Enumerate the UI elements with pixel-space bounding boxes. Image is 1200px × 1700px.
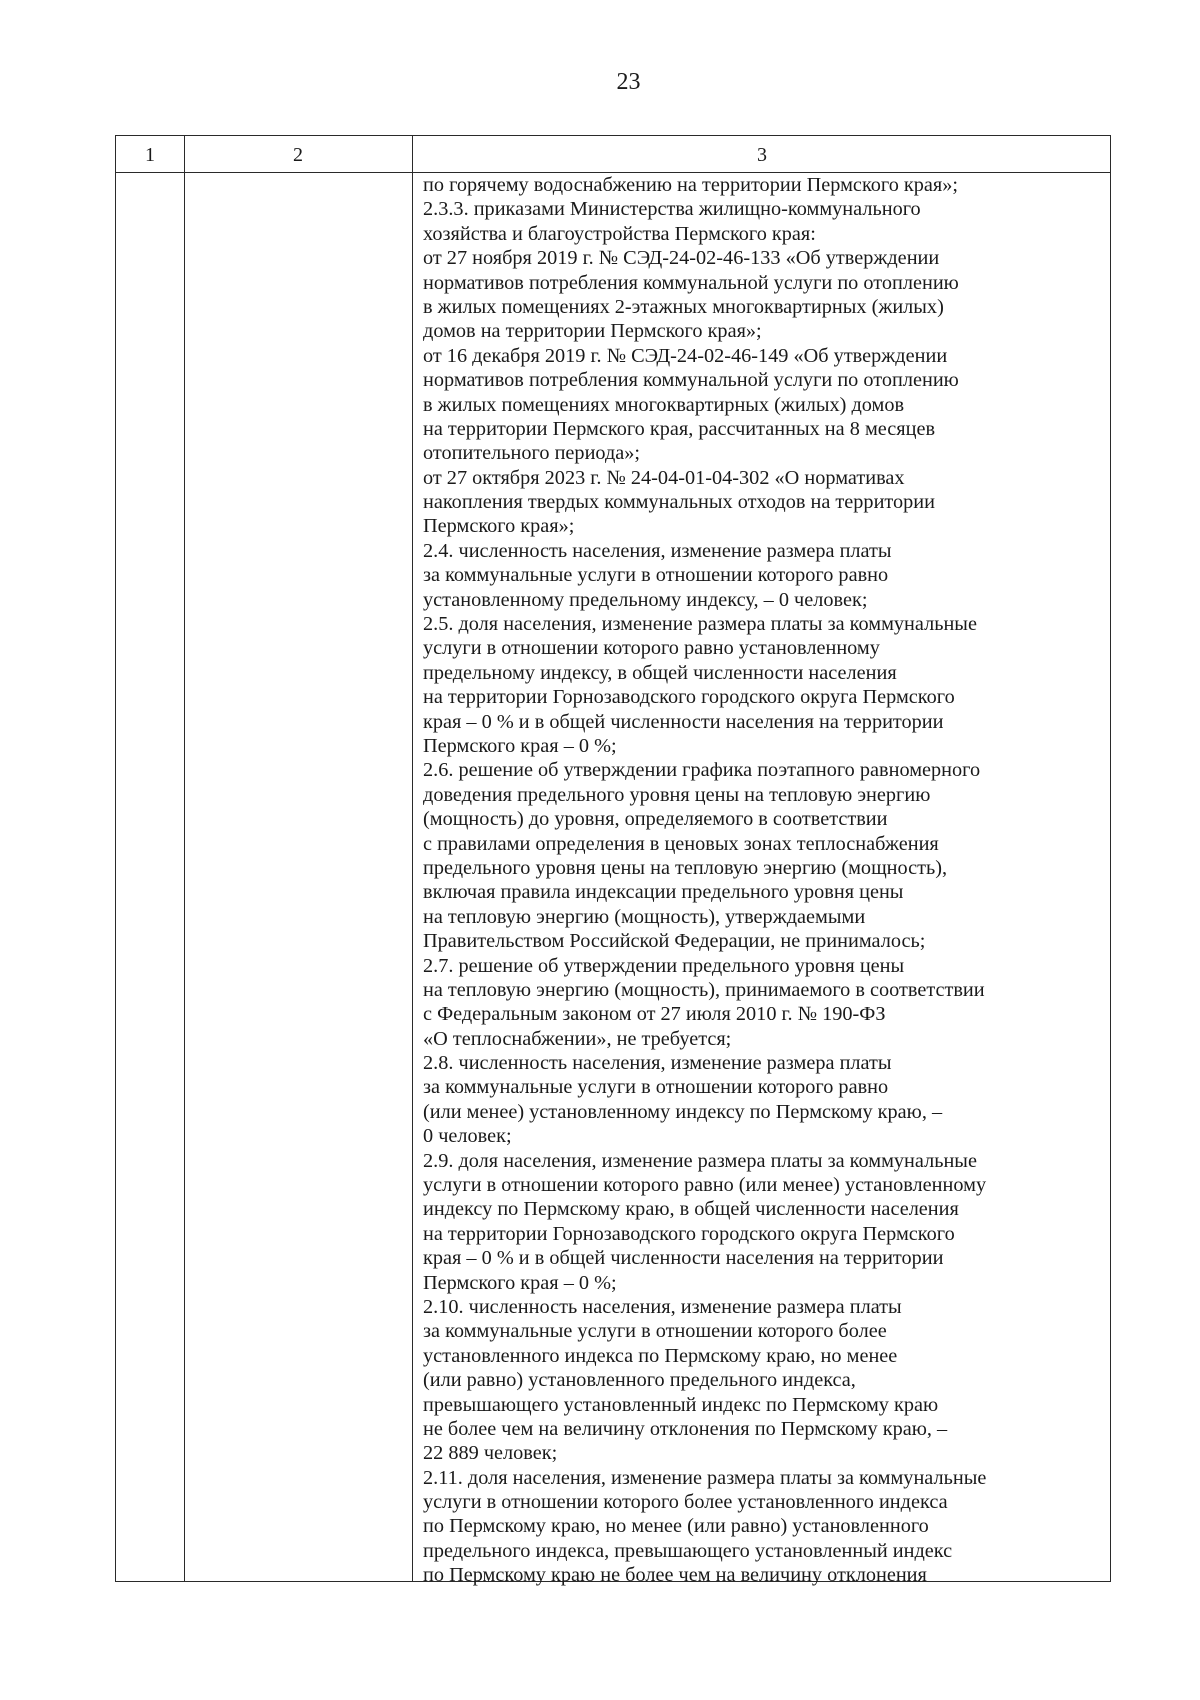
text-line: 2.7. решение об утверждении предельного уровня цены (423, 954, 905, 977)
text-line: 2.11. доля населения, изменение размера платы за коммунальные (423, 1466, 987, 1489)
text-line: за коммунальные услуги в отношении которого более (423, 1320, 887, 1343)
text-line: домов на территории Пермского края»; (423, 320, 762, 343)
text-line: на тепловую энергию (мощность), принимаемого в соответствии (423, 978, 985, 1001)
text-line: 2.3.3. приказами Министерства жилищно-коммунального (423, 198, 921, 221)
document-table (115, 135, 1111, 1587)
text-line: услуги в отношении которого более установленного индекса (423, 1491, 948, 1514)
text-line: по горячему водоснабжению на территории Пермского края»; (423, 174, 959, 196)
text-line: от 16 декабря 2019 г. № СЭД-24-02-46-149 «Об утверждении (423, 344, 948, 367)
text-line: 2.9. доля населения, изменение размера платы за коммунальные (423, 1149, 977, 1172)
text-line: предельного уровня цены на тепловую энергию (мощность), (423, 856, 948, 879)
text-line: края – 0 % и в общей численности населения на территории (423, 710, 944, 733)
text-line: с правилами определения в ценовых зонах теплоснабжения (423, 832, 939, 855)
text-line: индексу по Пермскому краю, в общей численности населения (423, 1198, 959, 1221)
column-3-text (423, 173, 1111, 1588)
text-line: 2.5. доля населения, изменение размера платы за коммунальные (423, 613, 977, 636)
text-line: с Федеральным законом от 27 июля 2010 г. № 190-ФЗ (423, 1003, 886, 1026)
text-line: услуги в отношении которого равно установленному (423, 637, 880, 660)
text-line: услуги в отношении которого равно (или менее) установленному (423, 1174, 987, 1197)
text-line: за коммунальные услуги в отношении которого равно (423, 564, 889, 587)
text-line: (мощность) до уровня, определяемого в соответствии (423, 808, 888, 831)
text-line: края – 0 % и в общей численности населения на территории (423, 1247, 944, 1270)
text-line: (или менее) установленному индексу по Пермскому краю, – (423, 1100, 943, 1123)
text-line: хозяйства и благоустройства Пермского края: (423, 222, 816, 245)
text-line: на территории Горнозаводского городского округа Пермского (423, 686, 955, 709)
text-line: не более чем на величину отклонения по Пермскому краю, – (423, 1417, 948, 1440)
text-line: нормативов потребления коммунальной услуги по отоплению (423, 271, 959, 294)
text-line: от 27 ноября 2019 г. № СЭД-24-02-46-133 «Об утверждении (423, 247, 940, 270)
column-divider-2 (412, 136, 413, 1581)
text-line: за коммунальные услуги в отношении которого равно (423, 1076, 889, 1099)
text-line: Пермского края – 0 %; (423, 734, 617, 757)
text-line: в жилых помещениях многоквартирных (жилых) домов (423, 393, 905, 416)
text-line: на территории Горнозаводского городского округа Пермского (423, 1222, 955, 1245)
text-line: накопления твердых коммунальных отходов на территории (423, 491, 936, 514)
text-line: на территории Пермского края, рассчитанных на 8 месяцев (423, 417, 936, 440)
column-header-2: 2 (293, 144, 303, 166)
text-line: Правительством Российской Федерации, не принималось; (423, 930, 926, 953)
text-line: 0 человек; (423, 1125, 512, 1148)
text-line: 2.8. численность населения, изменение размера платы (423, 1052, 892, 1075)
text-line: превышающего установленный индекс по Пермскому краю (423, 1393, 939, 1416)
text-line: нормативов потребления коммунальной услуги по отоплению (423, 369, 959, 392)
text-line: по Пермскому краю не более чем на величину отклонения (423, 1564, 927, 1587)
text-line: Пермского края»; (423, 515, 575, 538)
column-divider-1 (184, 136, 185, 1581)
text-line: доведения предельного уровня цены на тепловую энергию (423, 783, 931, 806)
text-line: 2.6. решение об утверждении графика поэтапного равномерного (423, 759, 981, 782)
text-line: предельному индексу, в общей численности населения (423, 661, 897, 684)
text-line: от 27 октября 2023 г. № 24-04-01-04-302 «О нормативах (423, 466, 905, 489)
text-line: (или равно) установленного предельного индекса, (423, 1369, 856, 1392)
text-line: «О теплоснабжении», не требуется; (423, 1027, 732, 1050)
text-line: в жилых помещениях 2-этажных многоквартирных (жилых) (423, 295, 944, 318)
page-number: 23 (616, 69, 641, 95)
text-line: 22 889 человек; (423, 1442, 558, 1465)
text-line: Пермского края – 0 %; (423, 1271, 617, 1294)
text-line: 2.10. численность населения, изменение размера платы (423, 1295, 902, 1318)
text-line: отопительного периода»; (423, 442, 641, 465)
text-line: на тепловую энергию (мощность), утверждаемыми (423, 905, 866, 928)
column-header-3: 3 (757, 144, 767, 166)
text-line: установленного индекса по Пермскому краю, но менее (423, 1344, 898, 1367)
text-line: 2.4. численность населения, изменение размера платы (423, 539, 892, 562)
column-header-1: 1 (145, 144, 155, 166)
text-line: установленному предельному индексу, – 0 человек; (423, 588, 868, 611)
text-line: по Пермскому краю, но менее (или равно) установленного (423, 1515, 929, 1538)
text-line: предельного индекса, превышающего установленный индекс (423, 1539, 953, 1562)
text-line: включая правила индексации предельного уровня цены (423, 881, 904, 904)
